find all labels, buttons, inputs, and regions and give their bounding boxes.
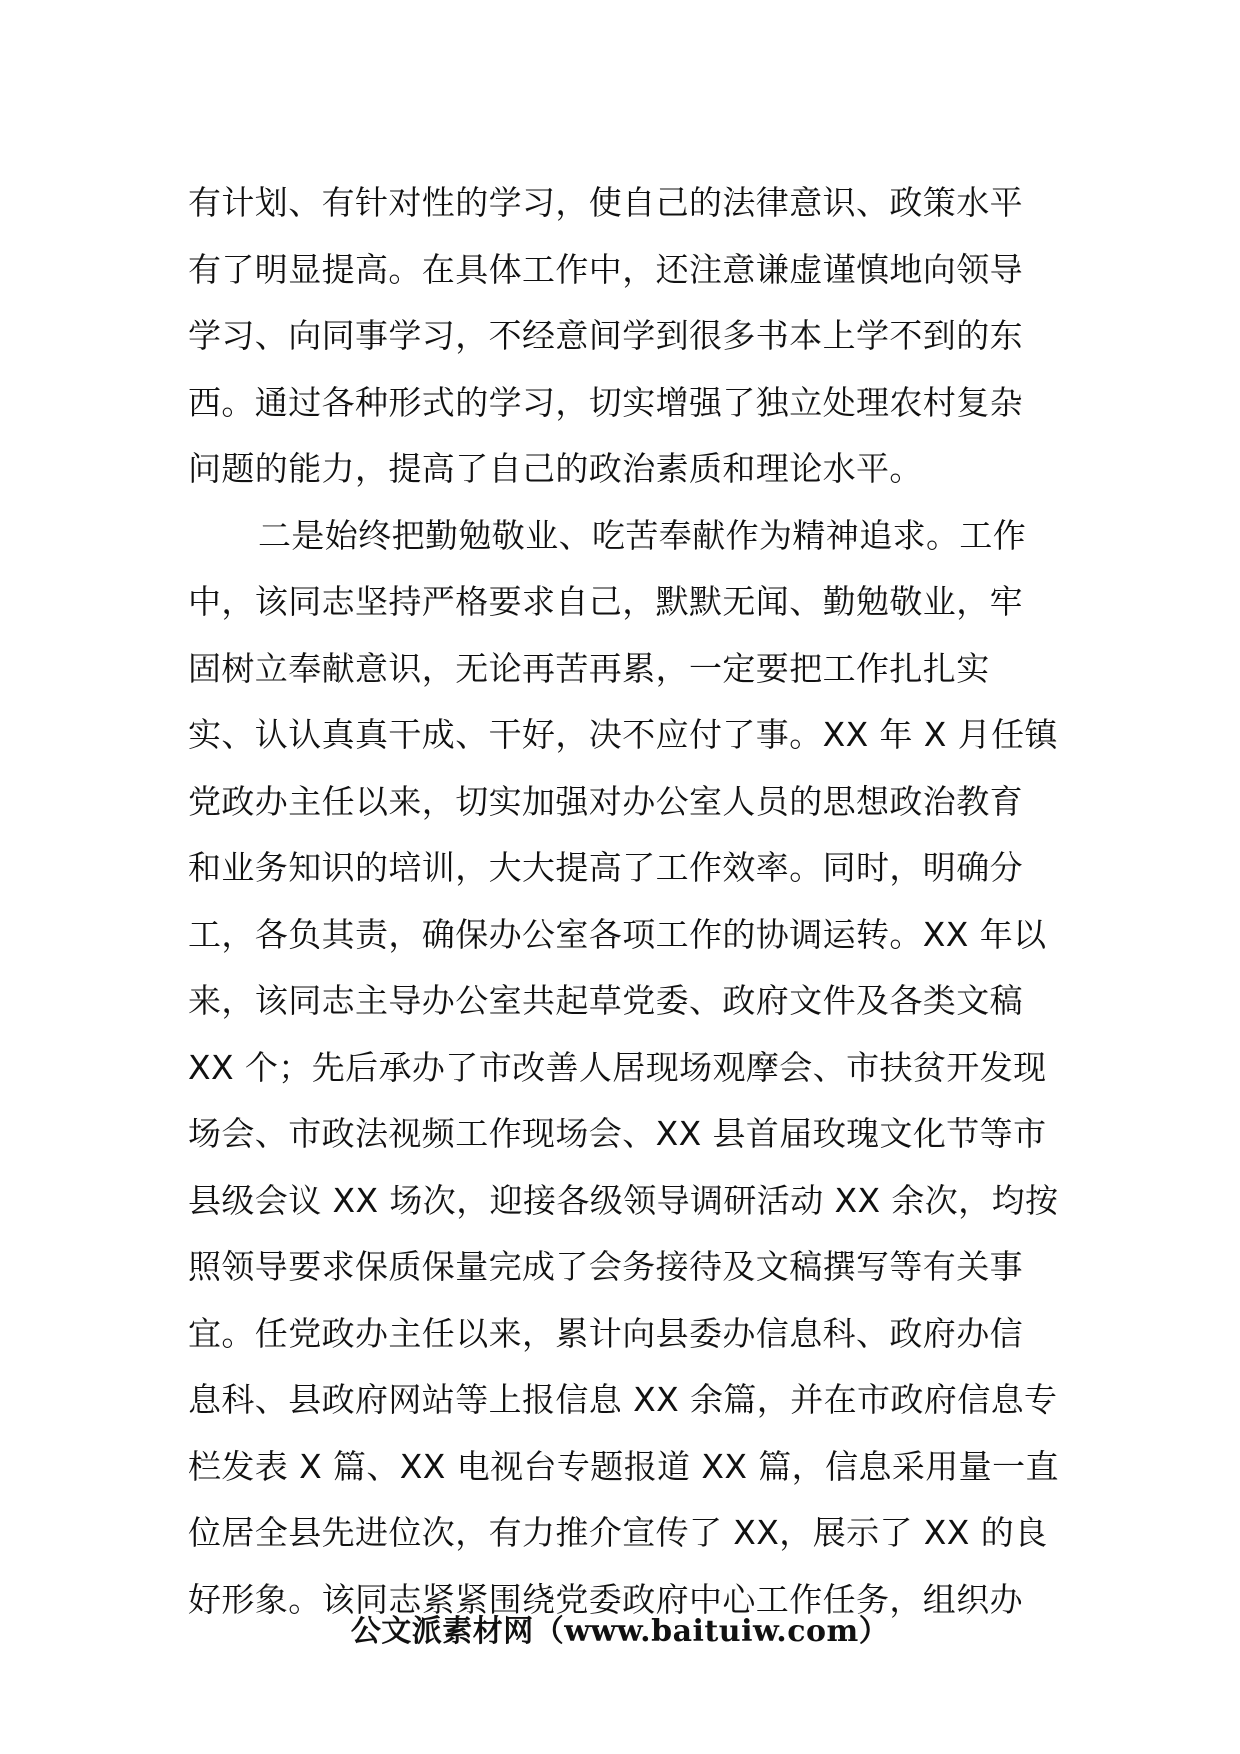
text-line: 党政办主任以来，切实加强对办公室人员的思想政治教育 bbox=[188, 781, 1023, 821]
text-line: XX 个；先后承办了市改善人居现场观摩会、市扶贫开发现 bbox=[188, 1047, 1047, 1087]
text-line: 学习、向同事学习，不经意间学到很多书本上学不到的东 bbox=[188, 316, 1023, 355]
text-line: 固树立奉献意识，无论再苦再累，一定要把工作扎扎实 bbox=[188, 648, 990, 688]
text-line: 县级会议 XX 场次，迎接各级领导调研活动 XX 余次，均按 bbox=[188, 1180, 1059, 1220]
text-line: 好形象。该同志紧紧围绕党委政府中心工作任务，组织办 bbox=[188, 1579, 1023, 1619]
text-line: 问题的能力，提高了自己的政治素质和理论水平。 bbox=[188, 449, 923, 488]
text-line: 位居全县先进位次，有力推介宣传了 XX，展示了 XX 的良 bbox=[188, 1513, 1048, 1552]
page-footer: 公文派素材网（www.baituiw.com） bbox=[350, 1614, 890, 1649]
text-line: 有了明显提高。在具体工作中，还注意谦虚谨慎地向领导 bbox=[188, 249, 1023, 289]
text-line: 照领导要求保质保量完成了会务接待及文稿撰写等有关事 bbox=[188, 1247, 1023, 1286]
text-line: 宜。任党政办主任以来，累计向县委办信息科、政府办信 bbox=[188, 1313, 1023, 1353]
text-line: 工，各负其责，确保办公室各项工作的协调运转。XX 年以 bbox=[188, 914, 1047, 954]
text-line: 息科、县政府网站等上报信息 XX 余篇，并在市政府信息专 bbox=[188, 1380, 1058, 1419]
text-line: 场会、市政法视频工作现场会、XX 县首届玫瑰文化节等市 bbox=[188, 1114, 1047, 1153]
text-line: 西。通过各种形式的学习，切实增强了独立处理农村复杂 bbox=[188, 382, 1023, 422]
text-line: 有计划、有针对性的学习，使自己的法律意识、政策水平 bbox=[188, 183, 1023, 222]
text-line: 中，该同志坚持严格要求自己，默默无闻、勤勉敬业，牢 bbox=[188, 582, 1023, 621]
text-line: 栏发表 X 篇、XX 电视台专题报道 XX 篇，信息采用量一直 bbox=[188, 1446, 1059, 1486]
text-line: 来，该同志主导办公室共起草党委、政府文件及各类文稿 bbox=[188, 981, 1023, 1020]
body-text bbox=[188, 170, 1068, 1633]
text-line: 和业务知识的培训，大大提高了工作效率。同时，明确分 bbox=[188, 848, 1023, 887]
paragraph-start-line: 二是始终把勤勉敬业、吃苦奉献作为精神追求。工作 bbox=[258, 515, 1027, 555]
text-line: 实、认认真真干成、干好，决不应付了事。XX 年 X 月任镇 bbox=[188, 715, 1058, 754]
